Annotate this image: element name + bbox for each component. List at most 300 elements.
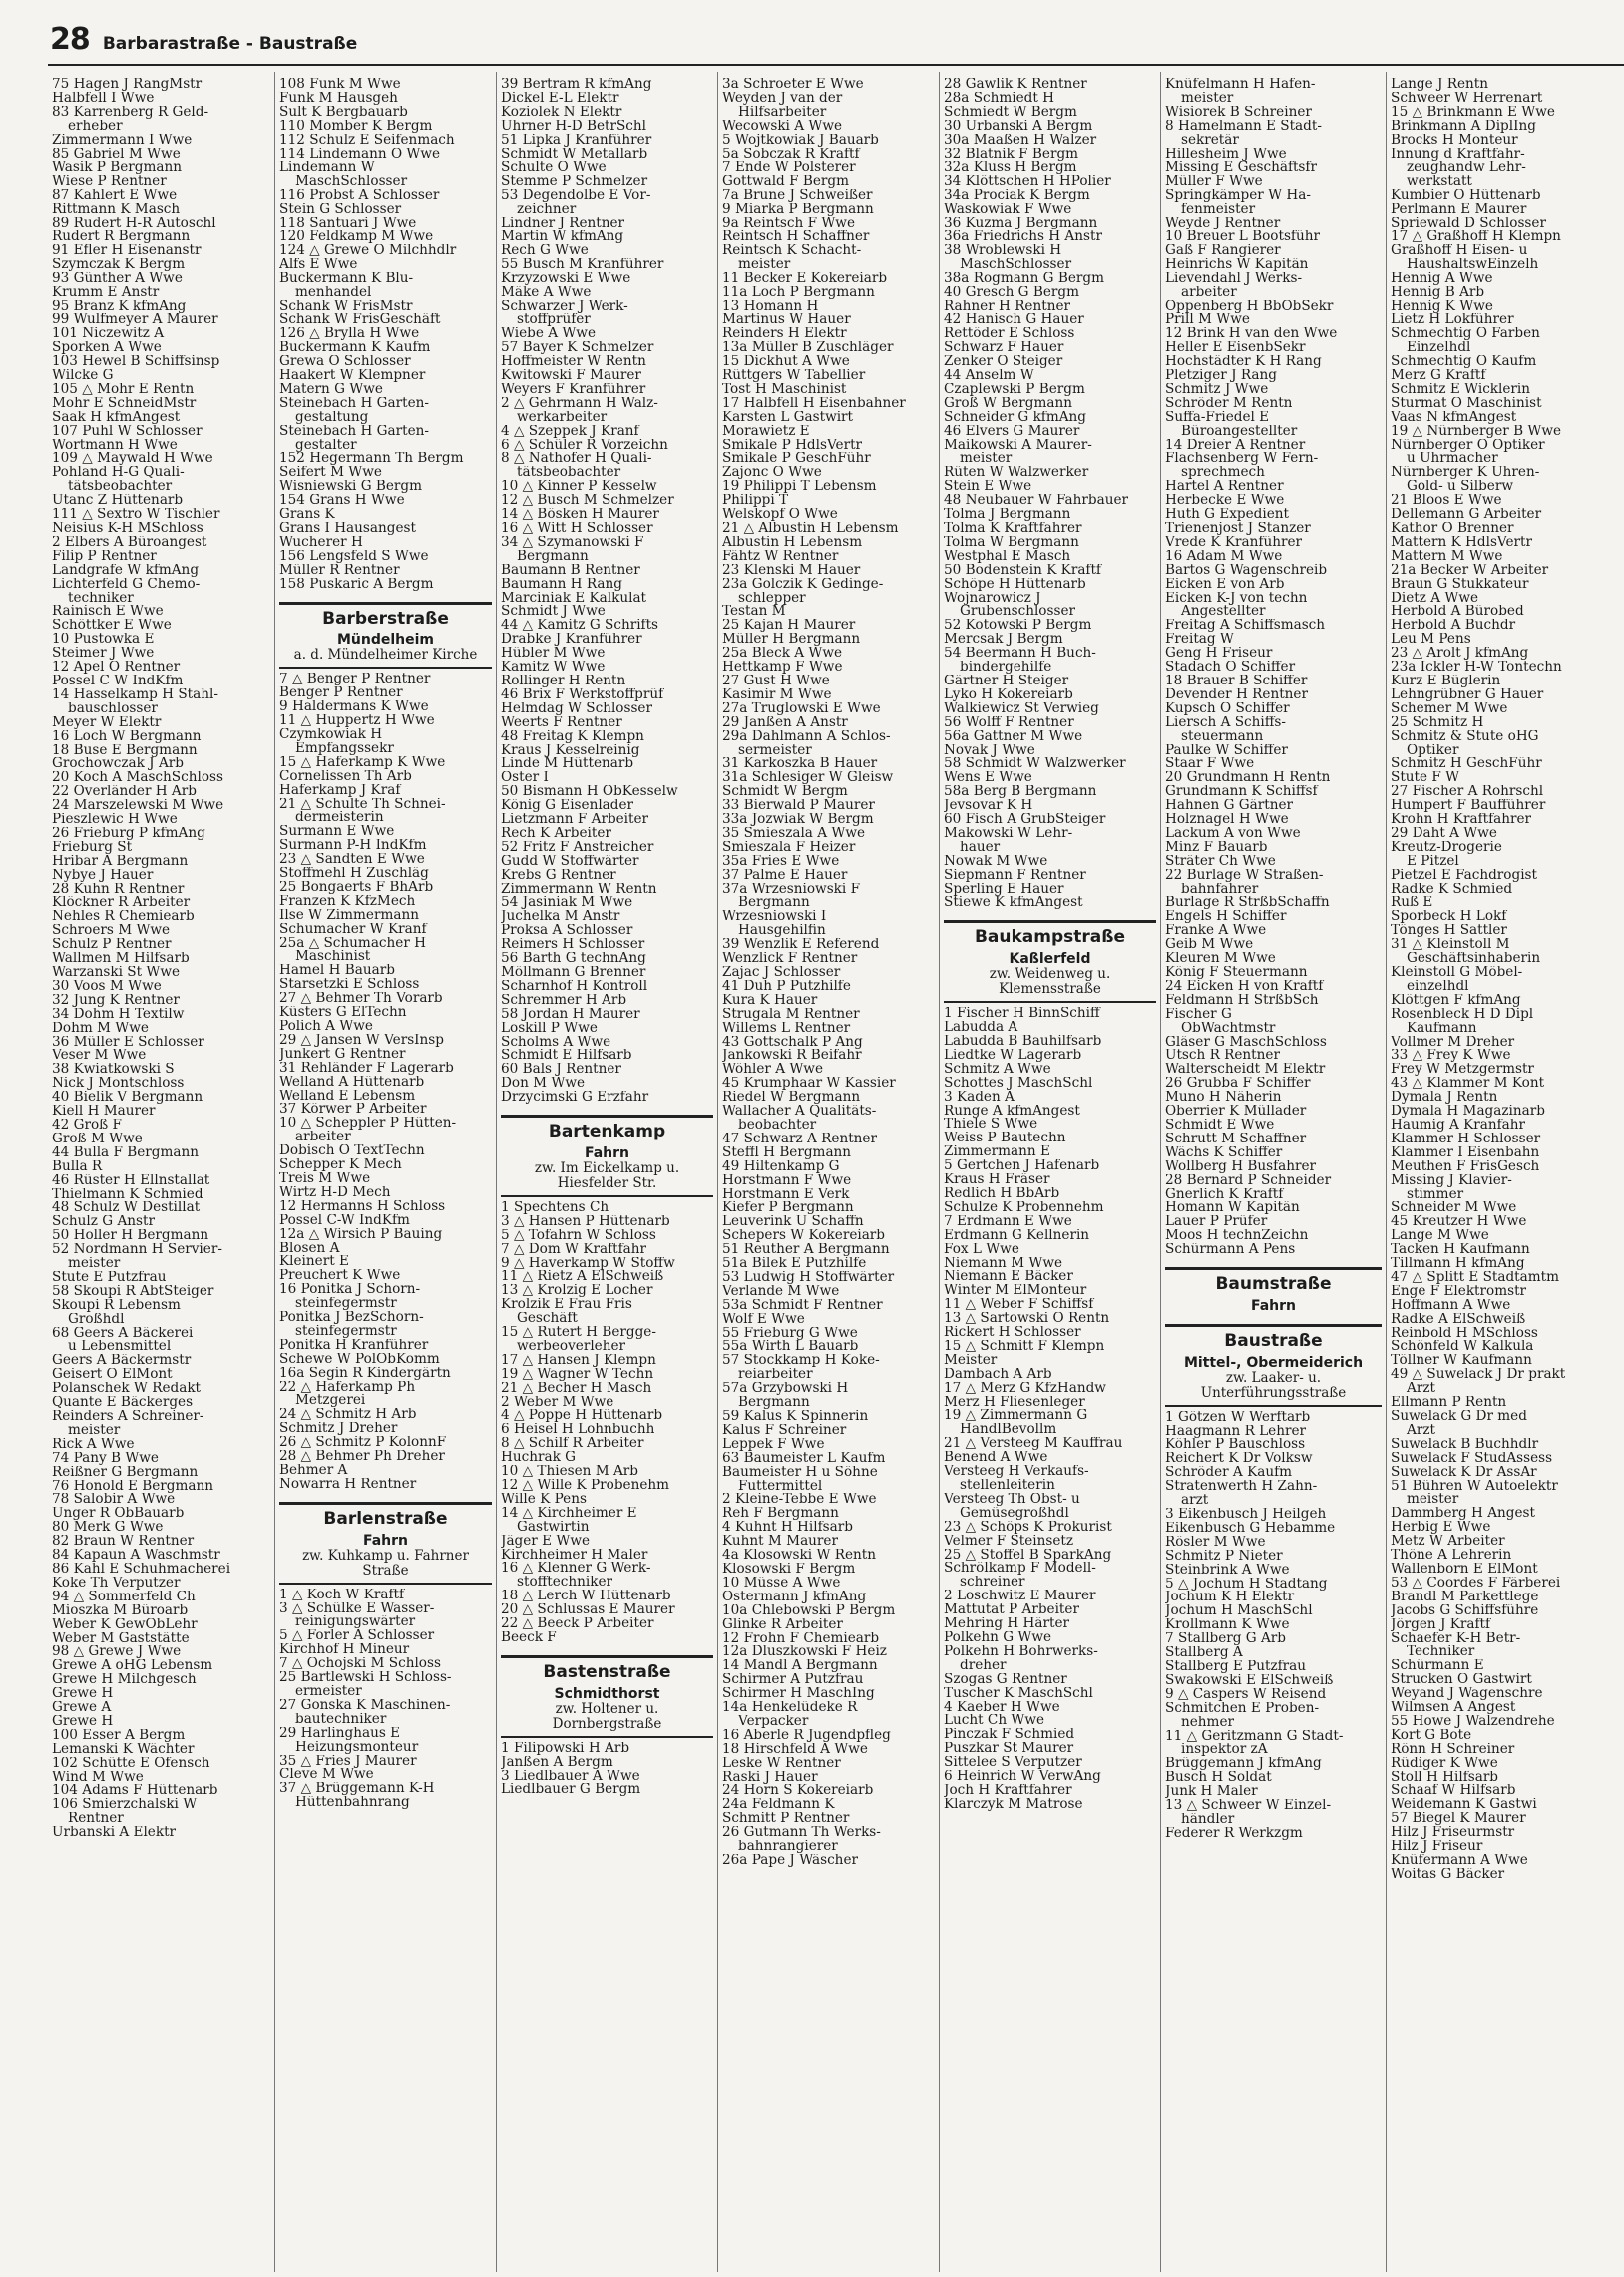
resident-entry: 28 Bernard P Schneider [1165, 1173, 1332, 1188]
resident-entry: Klammer H Schlosser [1391, 1132, 1541, 1146]
resident-entry: Radke K Schmied [1391, 882, 1513, 897]
resident-entry: Brandl M Parkettlege [1391, 1590, 1539, 1604]
street-heading: Bartenkamp [501, 1115, 713, 1145]
resident-entry: Winter M ElMonteur [944, 1284, 1087, 1299]
resident-entry: Leuverink U Schaffn [722, 1215, 864, 1230]
resident-entry-continued: Metzgerei [295, 1394, 366, 1409]
resident-entry: 110 Momber K Bergm [279, 119, 433, 134]
resident-entry: Wisniewski G Bergm [279, 480, 423, 495]
resident-entry: Schmidt W Metallarb [501, 147, 648, 162]
resident-entry: 29 △ Jansen W VersInsp [279, 1033, 444, 1048]
resident-entry: 114 Lindemann O Wwe [279, 147, 441, 162]
resident-entry: 41 Duh P Putzhilfe [722, 979, 851, 994]
street-heading: Bastenstraße [501, 1655, 713, 1686]
resident-entry: Schmidt J Wwe [501, 605, 606, 620]
resident-entry: Kumbier O Hüttenarb [1391, 189, 1541, 204]
header-rule [48, 64, 1624, 66]
resident-entry: Fähtz W Rentner [722, 549, 839, 564]
resident-entry: Labudda B Bauhilfsarb [944, 1035, 1102, 1049]
resident-entry: Innung d Kraftfahr- [1391, 147, 1525, 162]
resident-entry: 1 Spechtens Ch [501, 1200, 609, 1215]
resident-entry: Niemann M Wwe [944, 1256, 1063, 1271]
resident-entry: Czymkowiak H [279, 727, 383, 742]
resident-entry: Suwelack G Dr med [1391, 1410, 1527, 1424]
resident-entry: Brocks H Monteur [1391, 133, 1518, 148]
resident-entry: 48 Neubauer W Fahrbauer [944, 494, 1129, 509]
resident-entry: Herbecke E Wwe [1165, 494, 1285, 509]
resident-entry: Buckermann K Kaufm [279, 341, 431, 356]
resident-entry: 78 Salobir A Wwe [52, 1493, 176, 1508]
resident-entry: Schmitchen E Proben- [1165, 1701, 1320, 1716]
resident-entry: Dymala H Magazinarb [1391, 1105, 1545, 1119]
resident-entry-continued: schlepper [738, 591, 806, 606]
resident-entry: Versteeg H Verkaufs- [944, 1465, 1089, 1479]
resident-entry: 39 Wenzlik E Referend [722, 938, 880, 953]
resident-entry: Schönfeld W Kalkula [1391, 1340, 1534, 1355]
resident-entry: Polkehn G Wwe [944, 1630, 1052, 1645]
resident-entry: Dietz A Wwe [1391, 591, 1479, 606]
resident-entry: 25a △ Schumacher H [279, 936, 427, 951]
resident-entry: Tost H Maschinist [722, 382, 847, 397]
resident-entry: Stute F W [1391, 771, 1460, 786]
resident-entry: Mattutat P Arbeiter [944, 1603, 1079, 1618]
resident-entry: Warzanski St Wwe [52, 966, 181, 980]
resident-entry: Grewe H [52, 1687, 114, 1702]
resident-entry: Franzen K KfzMech [279, 894, 416, 909]
resident-entry: Jankowski R Beifahr [722, 1049, 862, 1064]
resident-entry: Raski J Hauer [722, 1770, 818, 1785]
resident-entry: Leu M Pens [1391, 633, 1471, 648]
resident-entry: Hennig A Wwe [1391, 271, 1493, 286]
resident-entry-continued: meister [68, 1423, 121, 1438]
resident-entry: 54 Beermann H Buch- [944, 647, 1096, 662]
resident-entry: Lemanski K Wächter [52, 1742, 195, 1757]
resident-entry: Wiebe A Wwe [501, 327, 596, 342]
resident-entry: Stallberg E Putzfrau [1165, 1659, 1307, 1674]
resident-entry: 15 △ Haferkamp K Wwe [279, 755, 446, 770]
resident-entry: Nowarra H Rentner [279, 1477, 417, 1492]
resident-entry: 35 Smieszala A Wwe [722, 826, 866, 841]
resident-entry: Wallacher A Qualitäts- [722, 1105, 877, 1119]
resident-entry: Puszkar St Maurer [944, 1742, 1074, 1757]
resident-entry-continued: u Uhrmacher [1407, 452, 1498, 467]
resident-entry: 38 Kwiatkowski S [52, 1063, 175, 1078]
resident-entry-continued: Grubenschlosser [960, 605, 1075, 620]
resident-entry-continued: einzelhdl [1407, 979, 1469, 994]
resident-entry: 3 △ Hansen P Hüttenarb [501, 1214, 670, 1229]
resident-entry: 40 Gresch G Bergm [944, 285, 1079, 300]
resident-entry: Junkert G Rentner [279, 1047, 406, 1062]
resident-entry: Welskopf O Wwe [722, 508, 838, 522]
resident-entry: Hennig B Arb [1391, 285, 1485, 300]
resident-entry: 12 △ Wille K Probenehm [501, 1479, 670, 1493]
resident-entry: Zimmermann E [944, 1145, 1050, 1160]
resident-entry: 13 Homann H [722, 299, 819, 314]
page-title: Barbarastraße - Baustraße [102, 34, 358, 54]
resident-entry: 116 Probst A Schlosser [279, 189, 440, 204]
resident-entry: Nehles R Chemiearb [52, 910, 195, 925]
resident-entry: 27a Truglowski E Wwe [722, 701, 881, 716]
resident-entry-continued: Großhdl [68, 1312, 125, 1327]
resident-entry: Rainisch E Wwe [52, 605, 164, 620]
resident-entry: 23a Ickler H-W Tontechn [1391, 661, 1562, 675]
resident-entry: 24 Marszelewski M Wwe [52, 799, 224, 814]
resident-entry: Redlich H BbArb [944, 1186, 1060, 1201]
resident-entry: Burlage R StrßbSchaffn [1165, 896, 1330, 911]
resident-entry: 106 Smierzchalski W [52, 1798, 198, 1813]
resident-entry-continued: werbeoverleher [517, 1339, 626, 1354]
resident-entry: Schmitz P Nieter [1165, 1549, 1283, 1564]
resident-entry: Thiele S Wwe [944, 1118, 1038, 1133]
resident-entry: Reintsch H Schaffner [722, 229, 870, 244]
resident-entry: Töllner W Kaufmann [1391, 1354, 1532, 1369]
resident-entry: 16a Segin R Kindergärtn [279, 1366, 451, 1381]
resident-entry: 36 Müller E Schlosser [52, 1035, 204, 1050]
resident-entry: 51 Reuther A Bergmann [722, 1243, 890, 1258]
resident-entry: 29 Daht A Wwe [1391, 826, 1497, 841]
resident-entry: Leske W Rentner [722, 1756, 841, 1771]
resident-entry: Merz H Fliesenleger [944, 1395, 1085, 1410]
resident-entry: Benend A Wwe [944, 1451, 1048, 1466]
resident-entry: Prill M Wwe [1165, 313, 1250, 328]
resident-entry: Wollberg H Busfahrer [1165, 1159, 1317, 1174]
resident-entry: Tacken H Kaufmann [1391, 1243, 1530, 1258]
resident-entry: 35a Fries E Wwe [722, 854, 840, 869]
resident-entry: 1 Fischer H BinnSchiff [944, 1007, 1100, 1022]
resident-entry-continued: Hüttenbahnrang [295, 1796, 410, 1811]
resident-entry: 9 Miarka P Bergmann [722, 203, 874, 218]
resident-entry: 12a △ Wirsich P Bauing [279, 1227, 443, 1242]
resident-entry-continued: u Lebensmittel [68, 1340, 172, 1355]
resident-entry: Schottes J MaschSchl [944, 1076, 1093, 1091]
resident-entry: 7 △ Dom W Kraftfahr [501, 1242, 646, 1257]
resident-entry: Schmidt W Bergm [722, 785, 848, 800]
resident-entry: Jäger E Wwe [501, 1534, 591, 1549]
resident-entry: Kiefer P Bergmann [722, 1201, 854, 1216]
resident-entry: Schöttker E Wwe [52, 619, 172, 634]
resident-entry: 45 Krumphaar W Kassier [722, 1077, 896, 1092]
resident-entry: 37 Palme E Hauer [722, 868, 848, 883]
resident-entry: Maikowski A Maurer- [944, 438, 1092, 453]
resident-entry: Bartos G Wagenschreib [1165, 563, 1328, 578]
resident-entry: Dobisch O TextTechn [279, 1144, 425, 1159]
resident-entry: Dickel E-L Elektr [501, 91, 619, 106]
resident-entry: Krollmann K Wwe [1165, 1618, 1290, 1633]
resident-entry: Steimer J Wwe [52, 647, 155, 662]
resident-entry: Vollmer M Dreher [1391, 1035, 1515, 1050]
resident-entry: Meuthen F FrisGesch [1391, 1159, 1540, 1174]
resident-entry-continued: dermeisterin [295, 811, 384, 826]
resident-entry: 6 △ Schüler R Vorzeichn [501, 438, 668, 453]
resident-entry: Kupsch O Schiffer [1165, 701, 1290, 716]
resident-entry: Reimers H Schlosser [501, 938, 645, 953]
resident-entry: Zajonc O Wwe [722, 466, 822, 481]
street-heading: Barlenstraße [279, 1502, 492, 1533]
resident-entry: 52 Nordmann H Servier- [52, 1243, 222, 1258]
resident-entry: Kleuren M Wwe [1165, 952, 1276, 966]
resident-entry: Gaß F Rangierer [1165, 243, 1281, 258]
resident-entry: Küsters G ElTechn [279, 1006, 407, 1020]
resident-entry: 16 △ Witt H Schlosser [501, 522, 653, 536]
resident-entry: 30a Maaßen H Walzer [944, 133, 1097, 148]
resident-entry: 29 Harlinghaus E [279, 1726, 401, 1741]
resident-entry: Metz W Arbeiter [1391, 1535, 1505, 1550]
resident-entry: 21 △ Schulte Th Schnei- [279, 797, 446, 812]
street-heading: Baustraße [1165, 1324, 1382, 1355]
resident-entry: Schwarz F Hauer [944, 341, 1064, 356]
resident-entry-continued: MaschSchlosser [295, 175, 408, 190]
resident-entry: Hoffmeister W Rentn [501, 355, 646, 370]
resident-entry-continued: arbeiter [295, 1131, 351, 1145]
resident-entry: Schröder M Rentn [1165, 396, 1293, 411]
resident-entry: 74 Pany B Wwe [52, 1451, 159, 1466]
resident-entry-continued: Rentner [68, 1812, 124, 1827]
resident-entry-continued: zeichner [517, 203, 577, 218]
resident-entry: Saak H kfmAngest [52, 410, 181, 425]
resident-entry: 31 △ Kleinstoll M [1391, 938, 1510, 953]
resident-entry: 46 Rüster H Ellnstallat [52, 1173, 210, 1188]
resident-entry: 4 △ Poppe H Hüttenarb [501, 1409, 663, 1424]
resident-entry: Klammer I Eisenbahn [1391, 1145, 1540, 1160]
resident-entry: 33a Jozwiak W Bergm [722, 813, 874, 827]
resident-entry: Weber M Gaststätte [52, 1631, 190, 1646]
resident-entry: 76 Honold E Bergmann [52, 1479, 213, 1494]
resident-entry-continued: Büroangestellter [1181, 424, 1298, 439]
resident-entry: Springkämper W Ha- [1165, 189, 1311, 204]
resident-entry: Hribar A Bergmann [52, 854, 189, 869]
resident-entry: 104 Adams F Hüttenarb [52, 1784, 218, 1799]
column-3 [497, 72, 718, 2272]
resident-entry: Wolf E Wwe [722, 1312, 805, 1327]
resident-entry: 95 Branz K kfmAng [52, 299, 187, 314]
resident-entry: 22 △ Beeck P Arbeiter [501, 1617, 654, 1631]
resident-entry: 26 Gutmann Th Werks- [722, 1826, 881, 1841]
resident-entry: 9a Reintsch F Wwe [722, 217, 855, 230]
resident-entry: 28 △ Behmer Ph Dreher [279, 1450, 445, 1464]
resident-entry: König G Eisenlader [501, 799, 634, 814]
resident-entry: 24 Horn S Kokereiarb [722, 1784, 874, 1799]
resident-entry: 154 Grans H Wwe [279, 494, 405, 509]
resident-entry: 47 △ Splitt E Stadtamtm [1391, 1270, 1559, 1285]
resident-entry: Steinebach H Garten- [279, 424, 429, 439]
resident-entry: Schmechtig O Kaufm [1391, 355, 1537, 370]
resident-entry: Spriewald D Schlosser [1391, 217, 1546, 230]
resident-entry: Freitag A Schiffsmasch [1165, 619, 1326, 634]
resident-entry: Homann W Kapitän [1165, 1201, 1300, 1216]
resident-entry: 53 Ludwig H Stoffwärter [722, 1270, 895, 1285]
resident-entry: Flachsenberg W Fern- [1165, 452, 1319, 467]
resident-entry: Tolma W Bergmann [944, 535, 1079, 550]
resident-entry: Behmer A [279, 1464, 348, 1478]
resident-entry: 112 Schulz E Seifenmach [279, 133, 455, 148]
resident-entry: Juchelka M Anstr [501, 910, 620, 925]
resident-entry: Knüfermann A Wwe [1391, 1854, 1528, 1868]
resident-entry: Schmitz E Wicklerin [1391, 382, 1531, 397]
resident-entry: Drabke J Kranführer [501, 633, 642, 648]
resident-entry: Stoffmehl H Zuschläg [279, 867, 429, 881]
resident-entry: Herbold A Bürobed [1391, 605, 1524, 620]
resident-entry: 25 Bongaerts F BhArb [279, 880, 434, 895]
resident-entry: 10 Pustowka E [52, 633, 155, 648]
page-header [50, 22, 1624, 64]
page-number: 28 [50, 22, 90, 57]
resident-entry: 6 Heinrich W VerwAng [944, 1770, 1101, 1784]
resident-entry: 58a Berg B Bergmann [944, 785, 1097, 800]
resident-entry: Hahnen G Gärtner [1165, 799, 1293, 814]
resident-entry: 10 △ Thiesen M Arb [501, 1465, 638, 1479]
resident-entry: Zimmermann W Rentn [501, 882, 657, 897]
resident-entry-continued: techniker [68, 591, 134, 606]
resident-entry: Ellmann P Rentn [1391, 1396, 1507, 1410]
resident-entry-continued: Hilfsarbeiter [738, 105, 827, 120]
resident-entry: Tönges H Sattler [1391, 924, 1507, 939]
resident-entry: 158 Puskaric A Bergm [279, 577, 434, 592]
resident-entry: 14a Henkelüdeke R [722, 1701, 858, 1715]
resident-entry: Kathor O Brenner [1391, 522, 1514, 536]
resident-entry: Müller H Bergmann [722, 633, 861, 648]
resident-entry: Stoll H Hilfsarb [1391, 1770, 1499, 1785]
resident-entry: Sporken A Wwe [52, 341, 162, 356]
resident-entry: Wille K Pens [501, 1492, 587, 1507]
resident-entry: Sturmat O Maschinist [1391, 396, 1542, 411]
resident-entry: Stiewe K kfmAngest [944, 896, 1083, 911]
resident-entry: 17 Halbfell H Eisenbahner [722, 396, 906, 411]
resident-entry-continued: Maschinist [295, 950, 371, 965]
resident-entry: Haakert W Klempner [279, 369, 426, 383]
resident-entry-continued: arzt [1181, 1494, 1209, 1508]
resident-entry: 12 Frohn F Chemiearb [722, 1631, 880, 1646]
resident-entry: 102 Schütte E Ofensch [52, 1756, 210, 1771]
resident-entry: Schneider G kfmAng [944, 410, 1087, 425]
resident-entry: Wortmann H Wwe [52, 438, 178, 453]
resident-entry: Erdmann G Kellnerin [944, 1228, 1090, 1243]
resident-entry: Frieburg St [52, 840, 133, 855]
resident-entry: Walkiewicz St Verwieg [944, 701, 1099, 716]
resident-entry-continued: Verpacker [738, 1714, 809, 1729]
resident-entry: Heinrichs W Kapitän [1165, 257, 1309, 272]
resident-entry-continued: sprechmech [1181, 466, 1265, 481]
resident-entry: Schank W FrisMstr [279, 299, 413, 314]
resident-entry-continued: bindergehilfe [960, 661, 1052, 675]
column-5 [940, 72, 1161, 2272]
resident-entry: 51a Bilek E Putzhilfe [722, 1257, 867, 1271]
resident-entry: Weyde J Rentner [1165, 217, 1281, 230]
resident-entry: Schmechtig O Farben [1391, 327, 1540, 342]
resident-entry: Liedlbauer G Bergm [501, 1783, 641, 1798]
resident-entry: Surmann P-H IndKfm [279, 839, 427, 854]
resident-entry: Stallberg A [1165, 1646, 1243, 1660]
resident-entry: Benger P Rentner [279, 686, 403, 701]
resident-entry: 16 Aberle R Jugendpfleg [722, 1728, 891, 1743]
resident-entry: 1 Götzen W Werftarb [1165, 1410, 1311, 1425]
resident-entry: 11 △ Huppertz H Wwe [279, 714, 435, 728]
resident-entry: Schewe W PolObKomm [279, 1352, 440, 1367]
resident-entry: 26 Frieburg P kfmAng [52, 826, 205, 841]
resident-entry: Dohm M Wwe [52, 1021, 149, 1036]
resident-entry: Janßen A Bergm [501, 1755, 613, 1770]
resident-entry: 51 Bühren W Autoelektr [1391, 1479, 1558, 1494]
resident-entry: 50 Bismann H ObKesselw [501, 785, 678, 800]
resident-entry: Hübler M Wwe [501, 647, 606, 662]
resident-entry: Helmdag W Schlosser [501, 701, 652, 716]
resident-entry-continued: stellenleiterin [960, 1479, 1055, 1493]
resident-entry: Hamel H Bauarb [279, 964, 395, 979]
resident-entry: Willems L Rentner [722, 1021, 851, 1036]
resident-entry: Tuscher K MaschSchl [944, 1686, 1093, 1701]
resident-entry: Rick A Wwe [52, 1437, 135, 1452]
resident-entry: Starsetzki E Schloss [279, 978, 420, 993]
resident-entry: Minz F Bauarb [1165, 840, 1268, 855]
resident-entry: 103 Hewel B Schiffsinsp [52, 355, 220, 370]
resident-entry: Lyko H Kokereiarb [944, 687, 1073, 702]
resident-entry: Testan M [722, 605, 786, 620]
resident-entry: 31a Schlesiger W Gleisw [722, 771, 894, 786]
resident-entry: Wallenborn E ElMont [1391, 1562, 1538, 1577]
resident-entry: 152 Hegermann Th Bergm [279, 452, 464, 467]
resident-entry: Seifert M Wwe [279, 466, 382, 481]
resident-entry: Schmitz J Wwe [1165, 382, 1269, 397]
resident-entry: 27 Gonska K Maschinen- [279, 1698, 451, 1713]
resident-entry: Perlmann E Maurer [1391, 203, 1527, 218]
resident-entry: Philippi T [722, 494, 789, 509]
resident-entry: Grewe A oHG Lebensm [52, 1659, 213, 1674]
resident-entry: Dellemann G Arbeiter [1391, 508, 1542, 522]
resident-entry: 7 Stallberg G Arb [1165, 1632, 1287, 1647]
resident-entry: Herbig E Wwe [1391, 1521, 1491, 1536]
resident-entry: Schmiedt W Bergm [944, 105, 1077, 120]
resident-entry: Quante E Bäckerges [52, 1396, 194, 1410]
resident-entry: 25a Bleck A Wwe [722, 647, 843, 662]
resident-entry: Kirchhof H Mineur [279, 1643, 410, 1658]
resident-entry: 99 Wulfmeyer A Maurer [52, 313, 218, 328]
resident-entry: Geib M Wwe [1165, 938, 1254, 953]
resident-entry: Möllmann G Brenner [501, 966, 646, 980]
resident-entry: Wirtz H-D Mech [279, 1185, 391, 1200]
resident-entry: Kleinert E [279, 1255, 349, 1270]
resident-entry: Buckermann K Blu- [279, 271, 414, 286]
resident-entry: Schroers M Wwe [52, 924, 171, 939]
resident-entry: 16 Ponitka J Schorn- [279, 1283, 421, 1298]
resident-entry: Stute E Putzfrau [52, 1270, 167, 1285]
resident-entry: 7 △ Ochojski M Schloss [279, 1657, 441, 1672]
resident-entry: Reißner G Bergmann [52, 1465, 199, 1480]
resident-entry: Schremmer H Arb [501, 993, 627, 1008]
resident-entry: Blosen A [279, 1241, 340, 1256]
resident-entry: Müller R Rentner [279, 563, 400, 578]
resident-entry-continued: Gastwirtin [517, 1520, 590, 1535]
resident-entry: 20 Grundmann H Rentn [1165, 771, 1331, 786]
resident-entry: Lehngrübner G Hauer [1391, 687, 1544, 702]
resident-entry: Ponitka J BezSchorn- [279, 1311, 424, 1325]
resident-entry-continued: arbeiter [1181, 285, 1237, 300]
resident-entry: 8 △ Schilf R Arbeiter [501, 1437, 644, 1452]
resident-entry: 14 △ Kirchheimer E [501, 1506, 637, 1521]
resident-entry: Hoffmann A Wwe [1391, 1298, 1511, 1313]
resident-entry: Niemann E Bäcker [944, 1270, 1073, 1285]
resident-entry: 16 Adam M Wwe [1165, 549, 1283, 564]
resident-entry: Rollinger H Rentn [501, 674, 626, 688]
resident-entry: Pinczak F Schmied [944, 1728, 1075, 1743]
resident-entry-continued: fenmeister [1181, 203, 1256, 218]
resident-entry: 5 △ Tofahrn W Schloss [501, 1228, 656, 1243]
resident-entry-continued: E Pitzel [1407, 854, 1459, 869]
resident-entry: 98 △ Grewe J Wwe [52, 1645, 182, 1660]
resident-entry: Rittmann K Masch [52, 203, 181, 218]
resident-entry-continued: bautechniker [295, 1712, 387, 1727]
resident-entry-continued: tätsbeobachter [68, 480, 173, 495]
resident-entry: Wisiorek B Schreiner [1165, 105, 1312, 120]
resident-entry: Jevsovar K H [944, 799, 1033, 814]
